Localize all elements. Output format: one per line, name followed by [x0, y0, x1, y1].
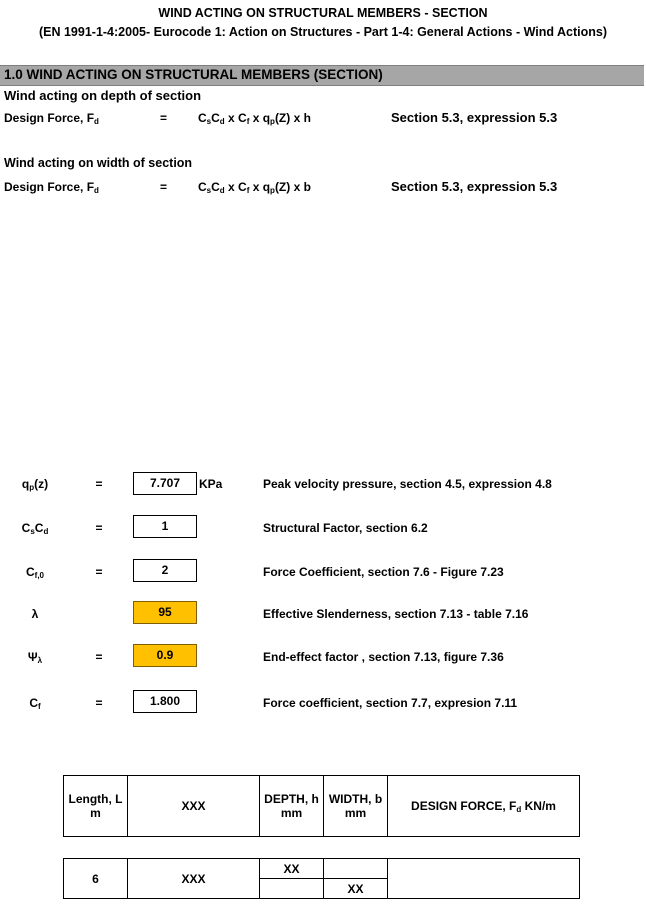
cell-length[interactable]: 6: [64, 859, 128, 899]
force-coefficient-result: 1.800: [133, 690, 197, 713]
param-symbol: λ: [31, 607, 39, 621]
param-symbol: $C_f$: [29, 696, 41, 711]
header-width: WIDTH, b mm: [324, 776, 388, 837]
force-coefficient-input[interactable]: 2: [133, 559, 197, 582]
depth-reference: Section 5.3, expression 5.3: [391, 110, 558, 125]
depth-equals: =: [160, 111, 168, 125]
param-description: Effective Slenderness, section 7.13 - table 7.16: [263, 607, 529, 621]
param-equals: =: [95, 521, 103, 535]
cell-depth[interactable]: XX: [260, 859, 324, 879]
param-description: Peak velocity pressure, section 4.5, expression 4.8: [263, 477, 552, 491]
header-length: Length, L m: [64, 776, 128, 837]
end-effect-factor-input[interactable]: 0.9: [133, 644, 197, 667]
depth-formula: $C_sC_d$ x $C_f$ x $q_p(Z)$ x h: [198, 111, 311, 126]
page-subtitle: (EN 1991-1-4:2005- Eurocode 1: Action on Structures - Part 1-4: General Actions - Wind Actions): [38, 25, 608, 39]
depth-heading: Wind acting on depth of section: [4, 88, 202, 103]
param-equals: =: [95, 565, 103, 579]
header-depth: DEPTH, h mm: [260, 776, 324, 837]
param-description: Force coefficient, section 7.7, expresion 7.11: [263, 696, 518, 710]
param-equals: =: [95, 477, 103, 491]
peak-velocity-pressure-input[interactable]: 7.707: [133, 472, 197, 495]
param-unit: KPa: [199, 477, 223, 491]
param-symbol: $q_p(z)$: [21, 477, 49, 492]
cell-design-force[interactable]: [388, 859, 580, 899]
header-design-force: DESIGN FORCE, $F_d$ KN/m: [388, 776, 580, 837]
param-description: End-effect factor , section 7.13, figure 7.36: [263, 650, 504, 664]
section-header: [0, 65, 644, 86]
depth-design-force-label: Design Force, $F_d$: [4, 111, 99, 126]
param-description: Structural Factor, section 6.2: [263, 521, 428, 535]
cell-depth-bottom[interactable]: [260, 879, 324, 899]
cell-width-top[interactable]: [324, 859, 388, 879]
width-heading: Wind acting on width of section: [4, 156, 193, 170]
cell-xxx[interactable]: XXX: [128, 859, 260, 899]
design-force-header-table: [63, 775, 580, 837]
param-symbol: $C_{f,0}$: [25, 565, 44, 580]
cell-width[interactable]: XX: [324, 879, 388, 899]
design-force-data-table: [63, 858, 580, 899]
page-title: WIND ACTING ON STRUCTURAL MEMBERS - SECTION: [158, 6, 488, 20]
width-reference: Section 5.3, expression 5.3: [391, 179, 558, 194]
param-equals: =: [95, 650, 103, 664]
width-design-force-label: Design Force, $F_d$: [4, 180, 99, 195]
structural-factor-input[interactable]: 1: [133, 515, 197, 538]
param-symbol: $\Psi_\lambda$: [27, 650, 43, 665]
param-description: Force Coefficient, section 7.6 - Figure 7.23: [263, 565, 504, 579]
effective-slenderness-input[interactable]: 95: [133, 601, 197, 624]
param-equals: =: [95, 696, 103, 710]
section-title: 1.0 WIND ACTING ON STRUCTURAL MEMBERS (SECTION): [4, 67, 383, 82]
header-xxx: XXX: [128, 776, 260, 837]
param-symbol: $C_sC_d$: [21, 521, 49, 536]
width-formula: $C_sC_d$ x $C_f$ x $q_p(Z)$ x b: [198, 180, 311, 195]
width-equals: =: [160, 180, 168, 194]
